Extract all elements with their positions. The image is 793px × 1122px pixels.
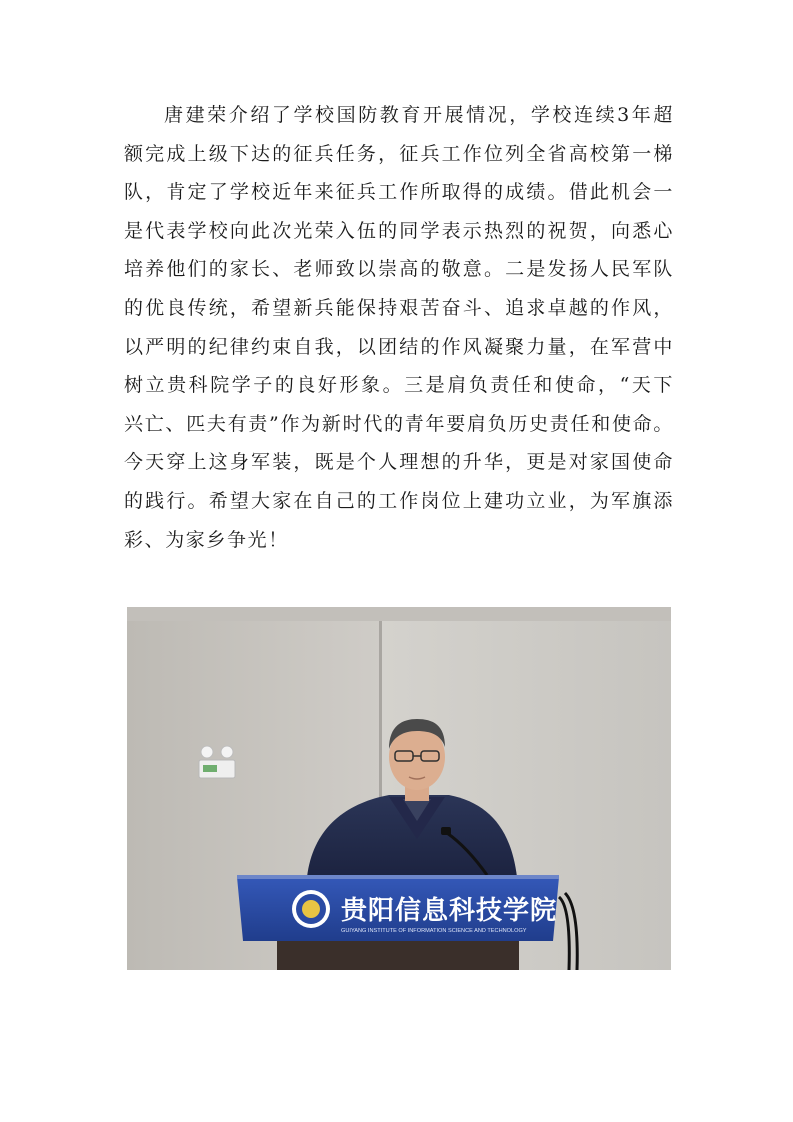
article-line: 以严明的纪律约束自我，以团结的作风凝聚力量，在军营中 — [124, 335, 674, 358]
article-line: 今天穿上这身军装，既是个人理想的升华，更是对家国使命 — [124, 451, 674, 474]
article-line: 唐建荣介绍了学校国防教育开展情况，学校连续3年超 — [164, 104, 674, 126]
article-line: 队，肯定了学校近年来征兵工作所取得的成绩。借此机会一 — [124, 181, 674, 204]
podium-title: 贵阳信息科技学院 — [341, 896, 558, 926]
article-line: 的践行。希望大家在自己的工作岗位上建功立业，为军旗添 — [124, 489, 674, 512]
podium-subtitle: GUIYANG INSTITUTE OF INFORMATION SCIENCE AND TECHNOLOGY — [341, 928, 527, 934]
article-line: 的优良传统，希望新兵能保持艰苦奋斗、追求卓越的作风， — [124, 296, 674, 319]
article-body — [124, 96, 674, 559]
article-line: 兴亡、匹夫有责”作为新时代的青年要肩负历史责任和使命。 — [124, 412, 674, 435]
article-line: 树立贵科院学子的良好形象。三是肩负责任和使命，“天下 — [124, 374, 674, 397]
article-line: 培养他们的家长、老师致以崇高的敬意。二是发扬人民军队 — [124, 258, 674, 281]
speaker-photo — [127, 607, 671, 970]
school-logo-icon — [292, 890, 330, 928]
speaker-photo-illustration — [127, 607, 671, 970]
article-line: 是代表学校向此次光荣入伍的同学表示热烈的祝贺，向悉心 — [124, 219, 674, 242]
article-line: 彩、为家乡争光！ — [124, 528, 289, 551]
article-line: 额完成上级下达的征兵任务，征兵工作位列全省高校第一梯 — [124, 142, 674, 165]
